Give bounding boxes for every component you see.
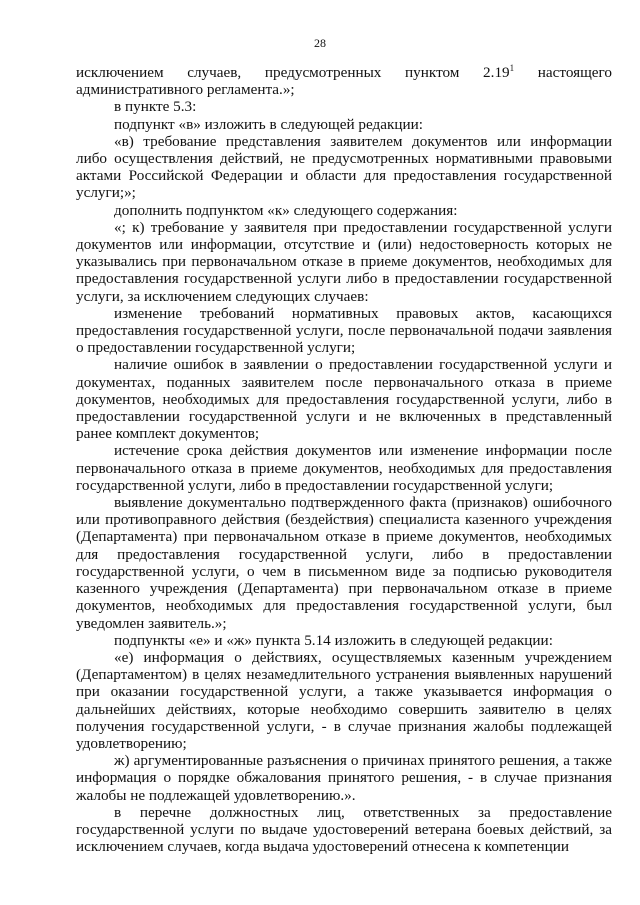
- paragraph: изменение требований нормативных правовых актов, касающихся предоставления государственной услуги, после первоначальной подачи заявления о предоставлении государственной услуги;: [76, 304, 612, 357]
- paragraph-text: исключением случаев, предусмотренных пунктом 2.19: [76, 64, 510, 81]
- paragraph: подпункты «е» и «ж» пункта 5.14 изложить в следующей редакции:: [114, 631, 553, 649]
- footnote-superscript: 1: [509, 62, 515, 73]
- paragraph: «е) информация о действиях, осуществляемых казенным учреждением (Департаментом) в целях незамедлительного устранения выявленных нарушений при оказании государственной услуги, а также указывается информация о дальнейших действиях, которые необходимо совершить заявителю в целях получения государственной услуги, - в случае признания жалобы подлежащей удовлетворению;: [76, 648, 612, 752]
- paragraph: дополнить подпунктом «к» следующего содержания:: [114, 201, 458, 219]
- paragraph: «в) требование представления заявителем документов или информации либо осуществления действий, не предусмотренных нормативными правовыми актами Российской Федерации и области для предоставления государственной услуги;»;: [76, 132, 612, 202]
- paragraph: в перечне должностных лиц, ответственных за предоставление государственной услуги по выдаче удостоверений ветерана боевых действий, за исключением случаев, когда выдача удостоверений отнесена к компетенции: [76, 803, 612, 856]
- paragraph: истечение срока действия документов или изменение информации после первоначального отказа в приеме документов, необходимых для предоставления государственной услуги, либо в предоставлении государственной услуги;: [76, 442, 612, 494]
- paragraph: выявление документально подтвержденного факта (признаков) ошибочного или противоправного действия (бездействия) специалиста казенного учреждения (Департамента) при первоначальном отказе в приеме документов, необходимых для предоставления государственной услуги, либо в предоставлении государственной услуги, о чем в письменном виде за подписью руководителя казенного учреждения (Департамента) при первоначальном отказе в приеме документов, необходимых для предоставления государственной услуги, был уведомлен заявитель.»;: [76, 494, 612, 632]
- paragraph: «; к) требование у заявителя при предоставлении государственной услуги документов или информации, отсутствие и (или) недостоверность которых не указывались при первоначальном отказе в приеме документов, необходимых для предоставления государственной услуги либо в предоставлении государственной услуги, за исключением следующих случаев:: [76, 218, 612, 305]
- paragraph: подпункт «в» изложить в следующей редакции:: [114, 115, 423, 133]
- paragraph-continuation: [76, 64, 612, 98]
- paragraph: ж) аргументированные разъяснения о причинах принятого решения, а также информация о порядке обжалования принятого решения, - в случае признания жалобы не подлежащей удовлетворению.».: [76, 752, 612, 804]
- paragraph: наличие ошибок в заявлении о предоставлении государственной услуги и документах, поданных заявителем после первоначального отказа в приеме документов, необходимых для предоставления государственной услуги, либо в предоставлении государственной услуги и не включенных в представленный ранее комплект документов;: [76, 356, 612, 443]
- paragraph-text: настоящего административного регламента.»;: [76, 64, 612, 99]
- page-number: 28: [314, 36, 326, 50]
- document-body: [76, 64, 612, 855]
- paragraph: в пункте 5.3:: [114, 98, 197, 116]
